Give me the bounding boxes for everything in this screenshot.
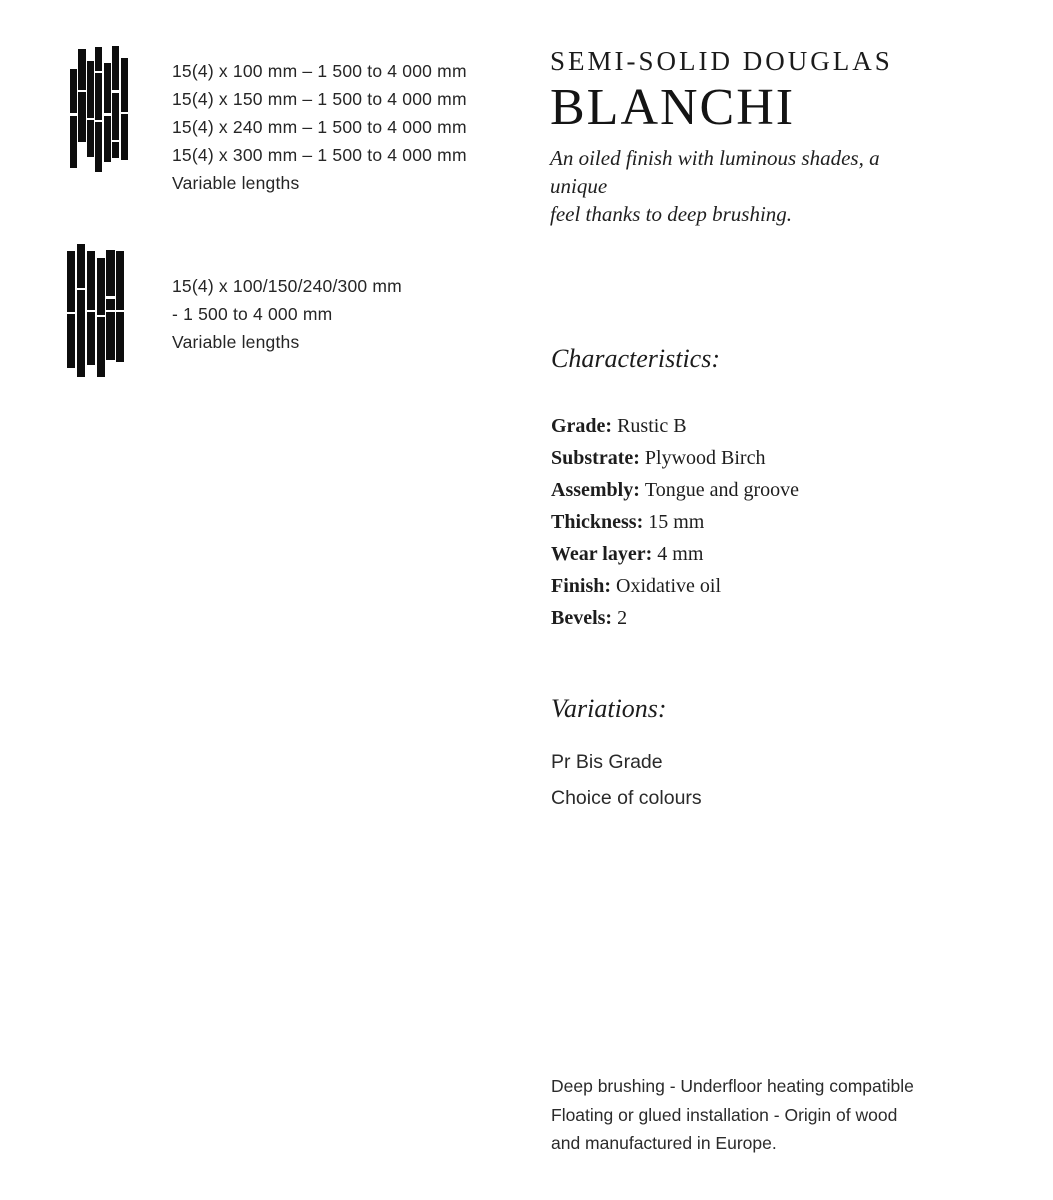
installation-note: [551, 1072, 971, 1158]
characteristic-row: [551, 506, 991, 538]
characteristic-label: Wear layer:: [551, 543, 653, 565]
characteristic-value: 4 mm: [657, 543, 704, 565]
product-tagline: [550, 144, 930, 228]
installation-note-line: Floating or glued installation - Origin of wood: [551, 1104, 898, 1125]
characteristic-value: 2: [617, 607, 628, 629]
tagline-line: feel thanks to deep brushing.: [550, 202, 793, 227]
characteristic-row: [551, 442, 991, 474]
characteristic-label: Grade:: [551, 415, 613, 437]
dimension-line: 15(4) x 240 mm – 1 500 to 4 000 mm: [172, 117, 467, 137]
product-header: [550, 45, 1010, 228]
dimension-line: 15(4) x 100 mm – 1 500 to 4 000 mm: [172, 61, 467, 81]
installation-note-line: and manufactured in Europe.: [551, 1133, 777, 1153]
dimension-line: 15(4) x 150 mm – 1 500 to 4 000 mm: [172, 89, 467, 109]
variations-list: [551, 744, 991, 816]
variation-item: Pr Bis Grade: [551, 751, 663, 773]
characteristic-row: [551, 474, 991, 506]
product-name: BLANCHI: [550, 78, 796, 136]
format-block-2: [172, 272, 402, 356]
tagline-line: An oiled finish with luminous shades, a unique: [550, 146, 880, 199]
dimension-line: 15(4) x 300 mm – 1 500 to 4 000 mm: [172, 145, 467, 165]
variable-lengths-note: Variable lengths: [172, 173, 300, 193]
characteristic-value: Oxidative oil: [616, 575, 722, 597]
installation-note-line: Deep brushing - Underfloor heating compatible: [551, 1076, 914, 1096]
characteristic-value: 15 mm: [648, 511, 705, 533]
characteristic-label: Bevels:: [551, 607, 613, 629]
characteristic-row: [551, 570, 991, 602]
characteristic-value: Rustic B: [617, 415, 687, 437]
characteristic-row: [551, 602, 991, 634]
characteristic-row: [551, 410, 991, 442]
characteristic-label: Finish:: [551, 575, 612, 597]
dimension-line: 15(4) x 100/150/240/300 mm: [172, 276, 402, 296]
characteristic-label: Assembly:: [551, 479, 640, 501]
characteristic-label: Thickness:: [551, 511, 644, 533]
product-category: SEMI-SOLID DOUGLAS: [550, 46, 893, 76]
dimension-line: - 1 500 to 4 000 mm: [172, 304, 333, 324]
characteristic-row: [551, 538, 991, 570]
variations-section: [551, 692, 991, 816]
variation-item: Choice of colours: [551, 787, 702, 809]
characteristic-value: Tongue and groove: [644, 479, 800, 501]
variations-heading: Variations:: [551, 694, 667, 723]
characteristics-section: [551, 342, 991, 634]
characteristics-heading: Characteristics:: [551, 344, 720, 373]
plank-pattern-1-icon: [70, 45, 129, 172]
variable-lengths-note: Variable lengths: [172, 332, 300, 352]
characteristic-value: Plywood Birch: [644, 447, 766, 469]
characteristics-list: [551, 410, 991, 634]
plank-pattern-2-icon: [67, 243, 126, 387]
format-block-1: [172, 57, 467, 197]
characteristic-label: Substrate:: [551, 447, 640, 469]
